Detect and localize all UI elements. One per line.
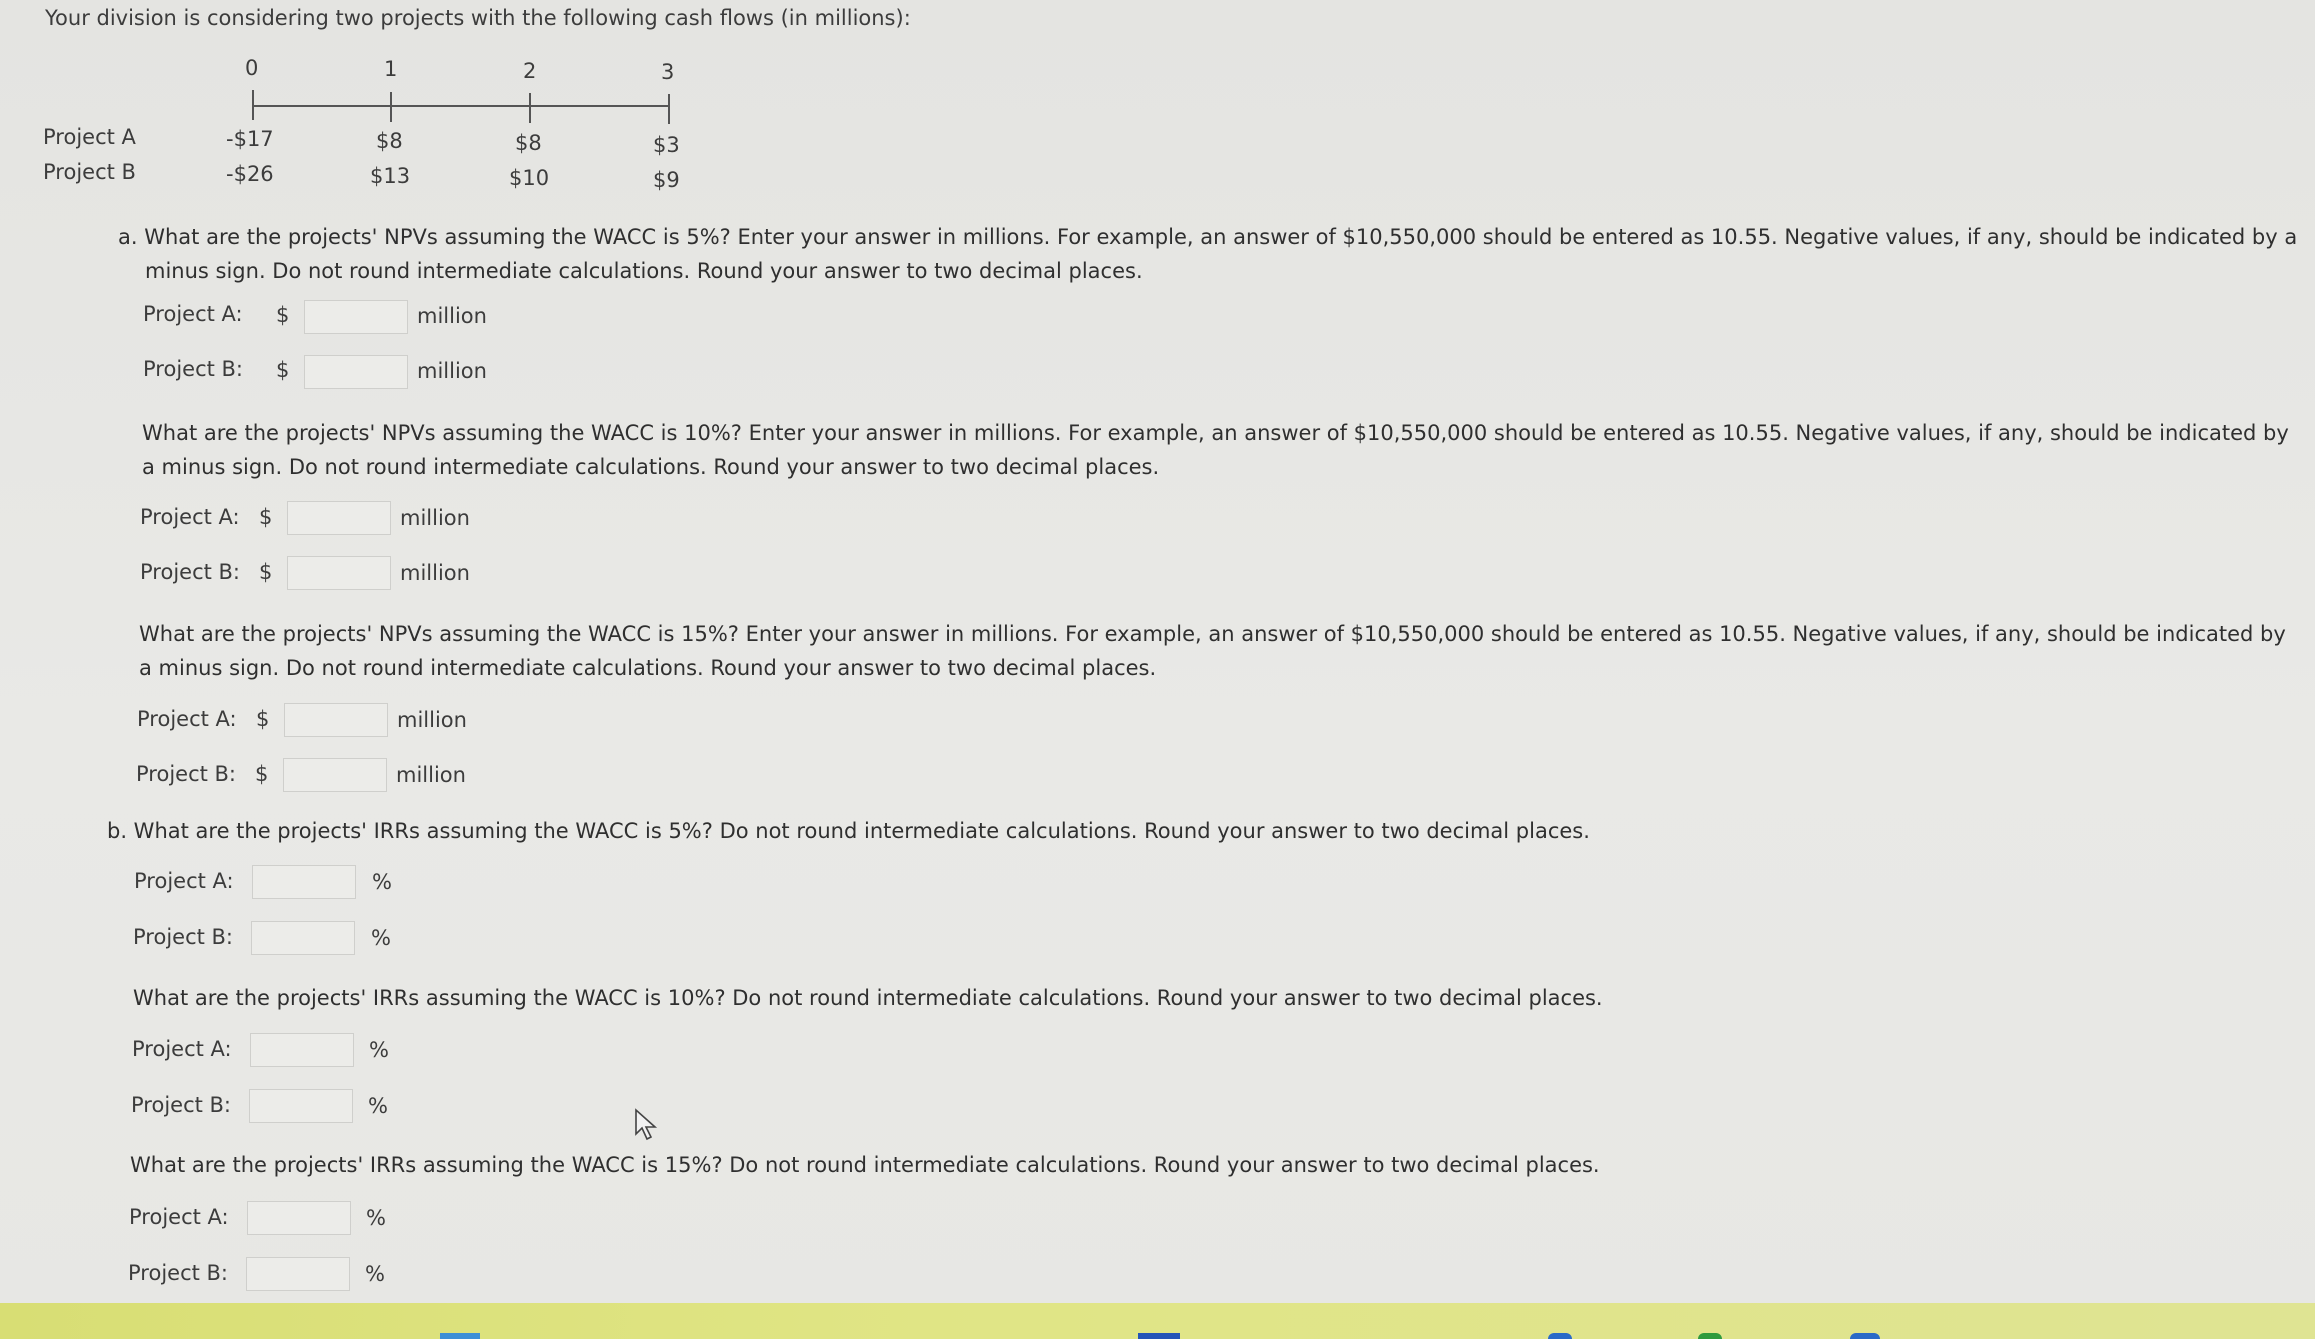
project-b-row-label: Project B — [43, 160, 136, 184]
npv5-project-a-dollar: $ — [276, 303, 290, 327]
npv10-project-a-dollar: $ — [259, 505, 273, 529]
npv5-project-b-label: Project B: — [143, 357, 244, 381]
npv-wacc15-question — [139, 617, 2286, 685]
npv-wacc10-question — [142, 416, 2289, 484]
npv10-project-b-dollar: $ — [259, 560, 273, 584]
npv10-project-a-input[interactable] — [287, 501, 391, 535]
npv15-project-b-dollar: $ — [255, 762, 269, 786]
timeline-axis — [252, 105, 670, 107]
npv-wacc5-question — [118, 220, 2297, 288]
taskbar-app-icon[interactable] — [1698, 1333, 1722, 1339]
intro-text: Your division is considering two projects with the following cash flows (in millions): — [45, 6, 911, 30]
taskbar — [0, 1303, 2315, 1339]
npv15-project-b-input[interactable] — [283, 758, 387, 792]
irr10-project-b-unit: % — [368, 1094, 388, 1118]
irr-wacc5-question: b. What are the projects' IRRs assuming the WACC is 5%? Do not round intermediate calculations. Round your answer to two decimal places. — [107, 819, 1590, 843]
irr-wacc15-question: What are the projects' IRRs assuming the WACC is 15%? Do not round intermediate calculations. Round your answer to two decimal places. — [130, 1153, 1600, 1177]
npv10-project-b-label: Project B: — [140, 560, 241, 584]
npv15-project-b-label: Project B: — [136, 762, 237, 786]
npv10-project-b-input[interactable] — [287, 556, 391, 590]
npv10-project-a-label: Project A: — [140, 505, 240, 529]
irr5-project-b-unit: % — [371, 926, 391, 950]
npv10-project-b-unit: million — [400, 561, 470, 585]
npv5-project-b-dollar: $ — [276, 358, 290, 382]
npv15-project-a-dollar: $ — [256, 707, 270, 731]
irr10-project-b-input[interactable] — [249, 1089, 353, 1123]
irr5-project-a-unit: % — [372, 870, 392, 894]
timeline-tick-2 — [529, 93, 531, 123]
irr15-project-b-input[interactable] — [246, 1257, 350, 1291]
npv5-project-b-input[interactable] — [304, 355, 408, 389]
mouse-cursor-icon — [634, 1108, 660, 1142]
project-a-flow-2: $8 — [515, 131, 542, 155]
irr15-project-b-unit: % — [365, 1262, 385, 1286]
npv15-project-a-input[interactable] — [284, 703, 388, 737]
timeline-tick-1 — [390, 92, 392, 122]
irr15-project-a-label: Project A: — [129, 1205, 229, 1229]
project-b-flow-2: $10 — [509, 166, 550, 190]
period-3: 3 — [661, 60, 675, 84]
irr5-project-a-input[interactable] — [252, 865, 356, 899]
project-b-flow-3: $9 — [653, 168, 680, 192]
npv5-project-b-unit: million — [417, 359, 487, 383]
npv-wacc15-question-line2: a minus sign. Do not round intermediate calculations. Round your answer to two decimal places. — [139, 656, 1157, 680]
irr15-project-b-label: Project B: — [128, 1261, 229, 1285]
taskbar-app-icon[interactable] — [1138, 1333, 1180, 1339]
npv-wacc10-question-line1: What are the projects' NPVs assuming the WACC is 10%? Enter your answer in millions. For example, an answer of $10,550,000 should be entered as 10.55. Negative values, if any, should be indicated by — [142, 421, 2289, 445]
taskbar-app-icon[interactable] — [1850, 1333, 1880, 1339]
irr15-project-a-unit: % — [366, 1206, 386, 1230]
project-a-flow-3: $3 — [653, 133, 680, 157]
npv10-project-a-unit: million — [400, 506, 470, 530]
period-1: 1 — [384, 57, 398, 81]
project-a-flow-1: $8 — [376, 129, 403, 153]
taskbar-app-icon[interactable] — [440, 1333, 480, 1339]
timeline-tick-3 — [668, 94, 670, 124]
npv5-project-a-unit: million — [417, 304, 487, 328]
period-0: 0 — [245, 56, 259, 80]
project-b-flow-0: -$26 — [226, 162, 274, 186]
npv-wacc5-question-line2: minus sign. Do not round intermediate calculations. Round your answer to two decimal places. — [145, 259, 1143, 283]
npv5-project-a-label: Project A: — [143, 302, 243, 326]
npv15-project-a-unit: million — [397, 708, 467, 732]
project-b-flow-1: $13 — [370, 164, 411, 188]
irr10-project-a-input[interactable] — [250, 1033, 354, 1067]
period-2: 2 — [523, 59, 537, 83]
irr5-project-b-input[interactable] — [251, 921, 355, 955]
irr10-project-a-label: Project A: — [132, 1037, 232, 1061]
npv5-project-a-input[interactable] — [304, 300, 408, 334]
irr15-project-a-input[interactable] — [247, 1201, 351, 1235]
npv-wacc5-question-line1: a. What are the projects' NPVs assuming the WACC is 5%? Enter your answer in millions. For example, an answer of $10,550,000 should be entered as 10.55. Negative values, if any, should be indicated by a — [118, 225, 2298, 249]
npv15-project-b-unit: million — [396, 763, 466, 787]
npv-wacc10-question-line2: a minus sign. Do not round intermediate calculations. Round your answer to two decimal places. — [142, 455, 1160, 479]
project-a-flow-0: -$17 — [226, 127, 274, 151]
irr5-project-a-label: Project A: — [134, 869, 234, 893]
taskbar-app-icon[interactable] — [1548, 1333, 1572, 1339]
irr5-project-b-label: Project B: — [133, 925, 234, 949]
npv15-project-a-label: Project A: — [137, 707, 237, 731]
timeline-tick-0 — [252, 90, 254, 120]
project-a-row-label: Project A — [43, 125, 136, 149]
npv-wacc15-question-line1: What are the projects' NPVs assuming the WACC is 15%? Enter your answer in millions. For example, an answer of $10,550,000 should be entered as 10.55. Negative values, if any, should be indicated by — [139, 622, 2286, 646]
irr10-project-a-unit: % — [369, 1038, 389, 1062]
irr-wacc10-question: What are the projects' IRRs assuming the WACC is 10%? Do not round intermediate calculations. Round your answer to two decimal places. — [133, 986, 1603, 1010]
irr10-project-b-label: Project B: — [131, 1093, 232, 1117]
